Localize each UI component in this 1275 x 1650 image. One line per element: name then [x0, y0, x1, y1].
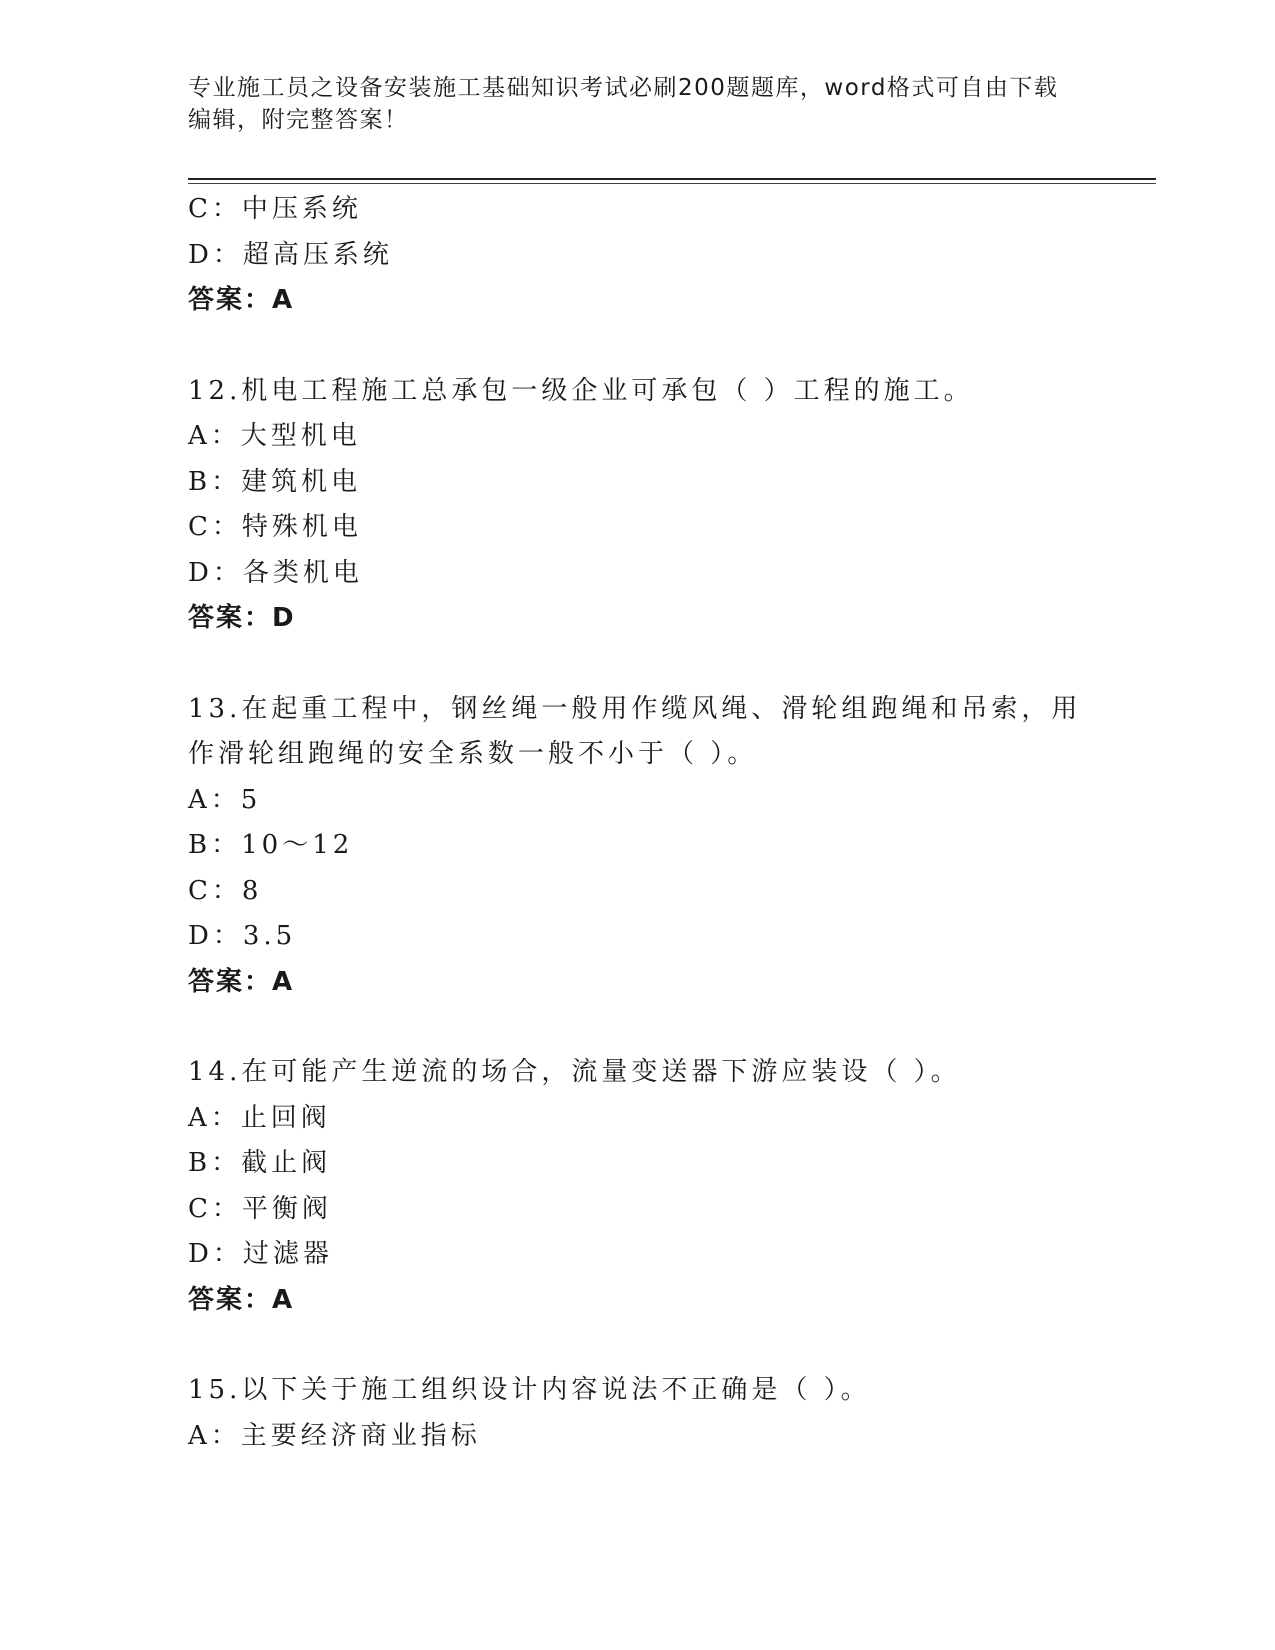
option-text: 超高压系统 [242, 239, 393, 270]
option-letter: B： [188, 1148, 242, 1178]
option-text: 主要经济商业指标 [240, 1420, 481, 1451]
option-line [188, 460, 1088, 506]
option-text: 5 [240, 784, 262, 815]
option-letter: A： [188, 1420, 241, 1451]
option-text: 截止阀 [241, 1148, 332, 1178]
answer-line: 答案：A [188, 966, 295, 997]
question-number: 12. [188, 375, 242, 406]
option-line [188, 1096, 1088, 1142]
question-stem: 在起重工程中，钢丝绳一般用作缆风绳、滑轮组跑绳和吊索，用作滑轮组跑绳的安全系数一般不小于（ ）。 [188, 693, 1082, 769]
question-number: 13. [188, 693, 242, 724]
option-letter: D： [188, 239, 243, 270]
option-letter: D： [188, 921, 243, 951]
option-letter: D： [188, 557, 243, 588]
document-header: 专业施工员之设备安装施工基础知识考试必刷200题题库，word格式可自由下载编辑，附完整答案！ [188, 75, 1059, 133]
header-rule-thin [188, 183, 1156, 184]
option-letter: B： [188, 830, 242, 860]
option-letter: C： [188, 1193, 242, 1224]
option-text: 各类机电 [242, 557, 363, 588]
option-line [188, 551, 1088, 597]
option-line [188, 778, 1088, 824]
option-text: 止回阀 [240, 1102, 331, 1133]
option-letter: A： [188, 1102, 241, 1133]
option-text: 8 [241, 875, 263, 906]
question-text [188, 1368, 1088, 1414]
question-stem: 机电工程施工总承包一级企业可承包（ ）工程的施工。 [241, 375, 974, 406]
header-rule-thick [188, 178, 1156, 180]
question-number: 15. [188, 1375, 242, 1405]
option-text: 大型机电 [240, 421, 361, 451]
question-stem: 在可能产生逆流的场合，流量变送器下游应装设（ ）。 [241, 1057, 961, 1087]
option-letter: C： [188, 194, 242, 224]
option-letter: D： [188, 1239, 243, 1269]
question-text [188, 369, 1088, 415]
answer-line: 答案：D [188, 603, 296, 633]
question-text [188, 1050, 1088, 1096]
option-text: 特殊机电 [241, 512, 362, 542]
option-text: 过滤器 [242, 1239, 333, 1269]
option-text: 平衡阀 [241, 1193, 332, 1224]
question-number: 14. [188, 1057, 242, 1087]
option-line [188, 505, 1088, 551]
option-text: 建筑机电 [241, 466, 362, 497]
option-line [188, 1414, 1088, 1460]
question-12 [188, 369, 1088, 642]
option-letter: A： [188, 421, 241, 451]
answer-line: 答案：A [188, 285, 295, 315]
option-letter: C： [188, 875, 242, 906]
question-11-continuation [188, 187, 1088, 324]
question-list [188, 187, 1088, 1459]
option-letter: A： [188, 784, 241, 815]
option-letter: B： [188, 466, 242, 497]
option-text: 3.5 [242, 921, 297, 951]
question-text [188, 687, 1088, 778]
option-line [188, 823, 1088, 869]
option-line [188, 1141, 1088, 1187]
question-15 [188, 1368, 1088, 1459]
question-13 [188, 687, 1088, 1006]
option-line [188, 233, 1088, 279]
option-line [188, 914, 1088, 960]
answer-line: 答案：A [188, 1284, 295, 1315]
option-line [188, 1232, 1088, 1278]
option-line [188, 869, 1088, 915]
option-text: 中压系统 [241, 194, 362, 224]
question-14 [188, 1050, 1088, 1323]
option-line [188, 1187, 1088, 1233]
option-line [188, 414, 1088, 460]
option-letter: C： [188, 512, 242, 542]
option-line [188, 187, 1088, 233]
option-text: 10～12 [241, 830, 354, 860]
question-stem: 以下关于施工组织设计内容说法不正确是（ ）。 [241, 1375, 871, 1405]
